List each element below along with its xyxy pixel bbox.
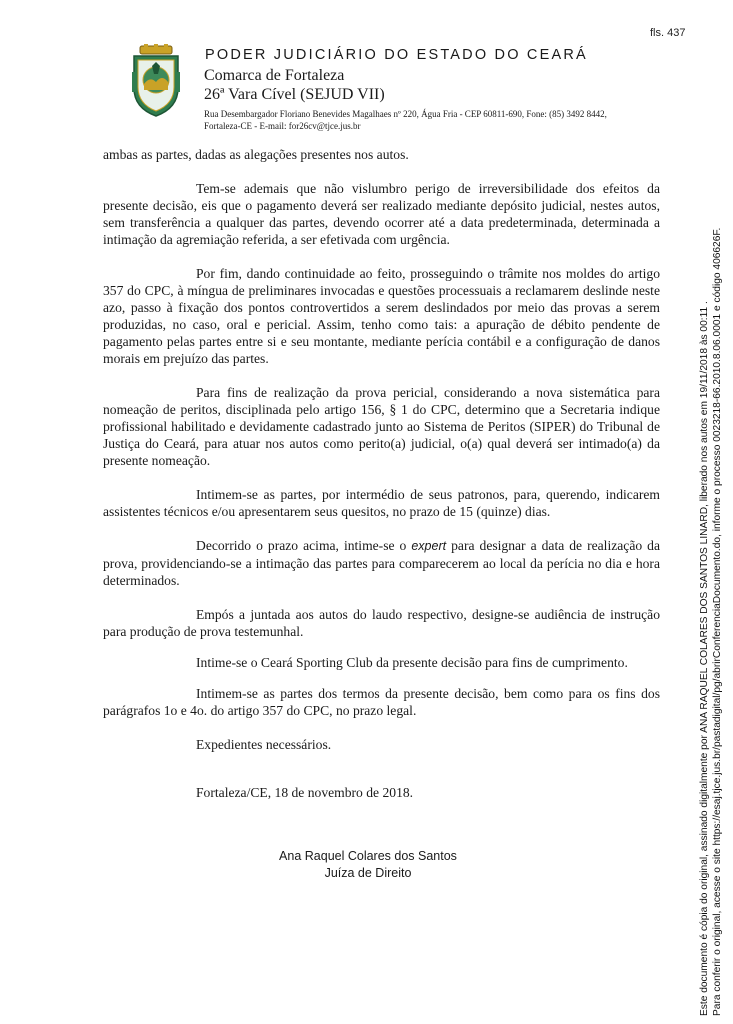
- stamp-line: Para conferir o original, acesse o site https://esaj.tjce.jus.br/pastadigital/pg/abrirConferenciaDocumento.do, informe o processo 0023218-66.2010.8.06.0001 e código 406626F.: [712, 227, 723, 1016]
- signature-role: Juíza de Direito: [324, 866, 412, 880]
- paragraph: Empós a juntada aos autos do laudo respectivo, designe-se audiência de instrução para produção de prova testemunhal.: [103, 607, 660, 639]
- court-name: PODER JUDICIÁRIO DO ESTADO DO CEARÁ: [205, 47, 588, 63]
- court-address-line: Rua Desembargador Floriano Benevides Magalhaes nº 220, Água Fria - CEP 60811-690, Fone: (85) 3492 8442,: [204, 109, 607, 119]
- vara-name: 26ª Vara Cível (SEJUD VII): [204, 86, 385, 103]
- paragraph: [103, 537, 660, 589]
- comarca-name: Comarca de Fortaleza: [204, 67, 345, 84]
- paragraph: Para fins de realização da prova pericial, considerando a nova sistemática para nomeação de peritos, disciplinada pelo artigo 156, § 1 do CPC, determino que a Secretaria indique profissional habilitado e devidamente cadastrado junto ao Sistema de Peritos (SIPER) do Tribunal de Justiça do Ceará, para atuar nos autos como perito(a) judicial, o(a) qual deverá ser intimado(a) da presente nomeação.: [103, 385, 660, 468]
- paragraph-text: Decorrido o prazo acima, intime-se o: [196, 538, 407, 553]
- decision-body: [103, 146, 660, 801]
- paragraph: ambas as partes, dadas as alegações presentes nos autos.: [103, 147, 409, 162]
- paragraph: Intimem-se as partes dos termos da presente decisão, bem como para os fins dos parágrafos 1o e 4o. do artigo 357 do CPC, no prazo legal.: [103, 686, 660, 718]
- decision-date: Fortaleza/CE, 18 de novembro de 2018.: [196, 785, 414, 800]
- signature-name: Ana Raquel Colares dos Santos: [279, 849, 457, 863]
- stamp-line: Este documento é cópia do original, assinado digitalmente por ANA RAQUEL COLARES DOS SANTOS LINARD, liberado nos autos em 19/11/2018 às 00:11 .: [699, 301, 710, 1016]
- paragraph: Intime-se o Ceará Sporting Club da presente decisão para fins de cumprimento.: [196, 655, 628, 670]
- paragraph-text: para designar a data de realização da prova, providenciando-se a intimação das partes para comparecerem ao local da perícia no dia e hora determinados.: [103, 538, 660, 588]
- paragraph: Tem-se ademais que não vislumbro perigo de irreversibilidade dos efeitos da presente decisão, eis que o pagamento deverá ser realizado mediante depósito judicial, nestes autos, sem transferência a qualquer das partes, devendo ocorrer até a data predeterminada, determinada a intimação da agremiação referida, a ser efetivada com urgência.: [103, 181, 660, 247]
- ceara-coat-of-arms-icon: [128, 44, 184, 118]
- digital-signature-stamp: [698, 176, 724, 1016]
- paragraph: Intimem-se as partes, por intermédio de seus patronos, para, querendo, indicarem assistentes técnicos e/ou apresentarem seus quesitos, no prazo de 15 (quinze) dias.: [103, 487, 660, 519]
- expert-term: expert: [411, 539, 447, 553]
- paragraph: Por fim, dando continuidade ao feito, prosseguindo o trâmite nos moldes do artigo 357 do CPC, à míngua de preliminares invocadas e questões processuais a reclamarem deslinde neste azo, passo à fixação dos pontos controvertidos a serem deslindados por meio das provas a serem produzidas, no caso, oral e pericial. Assim, tenho como tais: a apuração de débito pendente de pagamento pelas partes entre si e seu montante, mediante perícia contábil e a configuração de danos morais em prejuízo das partes.: [103, 266, 660, 366]
- court-address-line: Fortaleza-CE - E-mail: for26cv@tjce.jus.br: [204, 121, 361, 131]
- court-address: [204, 108, 664, 132]
- page-number: fls. 437: [650, 27, 686, 39]
- paragraph: Expedientes necessários.: [196, 737, 332, 752]
